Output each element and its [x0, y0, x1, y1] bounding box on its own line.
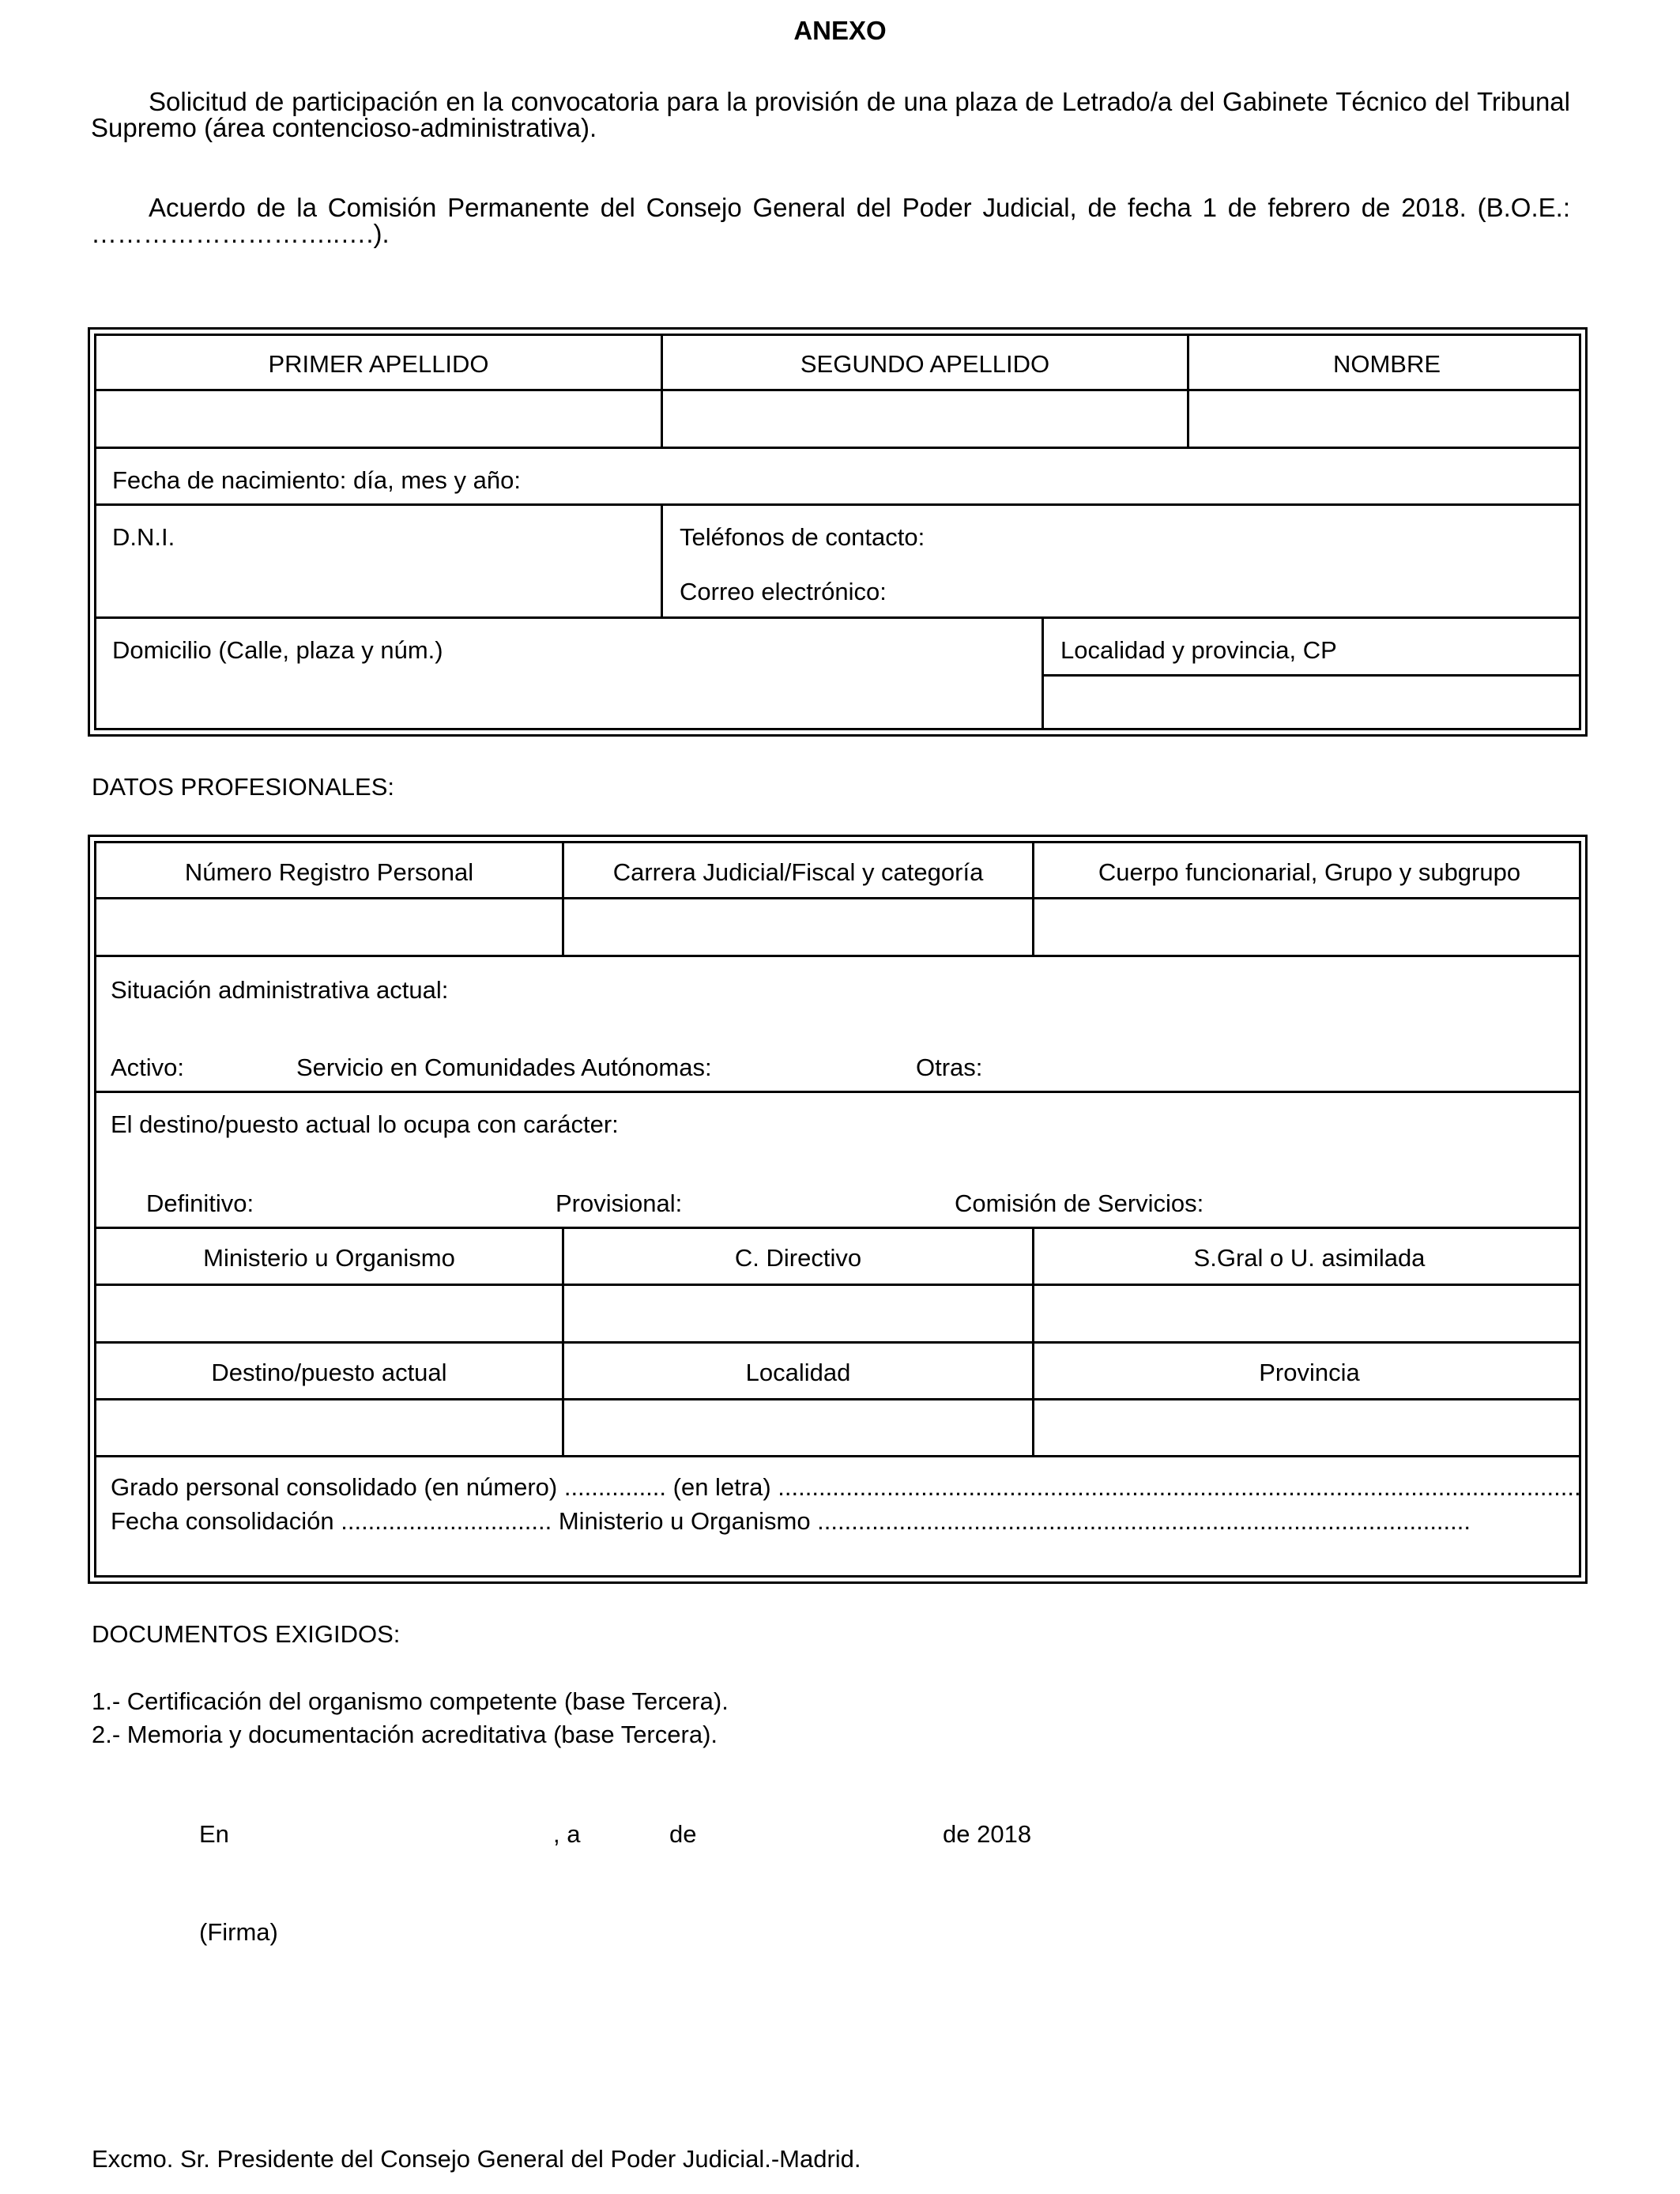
localidad-provincia-label: Localidad y provincia, CP	[1060, 636, 1337, 664]
sgral-field[interactable]	[1034, 1286, 1584, 1341]
fecha-a-label: , a	[553, 1820, 581, 1848]
comision-servicios-option[interactable]: Comisión de Servicios:	[955, 1189, 1204, 1217]
provincia-header: Provincia	[1259, 1359, 1360, 1386]
correo-label: Correo electrónico:	[680, 578, 887, 605]
lugar-label: En	[199, 1820, 229, 1848]
c-directivo-field[interactable]	[564, 1286, 1032, 1341]
page-title: ANEXO	[793, 16, 887, 45]
personal-data-table	[88, 327, 1588, 737]
definitivo-option[interactable]: Definitivo:	[146, 1189, 254, 1217]
localidad-field[interactable]	[564, 1400, 1032, 1456]
domicilio-label: Domicilio (Calle, plaza y núm.)	[112, 636, 443, 664]
telefonos-label: Teléfonos de contacto:	[680, 523, 925, 551]
cuerpo-field[interactable]	[1034, 899, 1584, 955]
grado-consolidado-line[interactable]: Grado personal consolidado (en número) ............... (en letra) ......................................................................................................................	[111, 1473, 1581, 1501]
documentos-heading: DOCUMENTOS EXIGIDOS:	[92, 1620, 401, 1648]
acuerdo-paragraph: Acuerdo de la Comisión Permanente del Consejo General del Poder Judicial, de fecha 1 de febrero de 2018. (B.O.E.: ………………………..….).	[91, 193, 1570, 248]
servicio-ccaa-option[interactable]: Servicio en Comunidades Autónomas:	[296, 1054, 712, 1081]
solicitud-paragraph: Solicitud de participación en la convocatoria para la provisión de una plaza de Letrado/a del Gabinete Técnico del Tribunal Supremo (área contencioso-administrativa).	[91, 87, 1570, 142]
fecha-consolidacion-line[interactable]: Fecha consolidación ............................... Ministerio u Organismo ................................................................................................	[111, 1507, 1471, 1535]
professional-data-table	[88, 835, 1588, 1584]
sgral-header: S.Gral o U. asimilada	[1193, 1244, 1426, 1272]
carrera-header: Carrera Judicial/Fiscal y categoría	[612, 858, 984, 886]
c-directivo-header: C. Directivo	[734, 1244, 862, 1272]
carrera-field[interactable]	[564, 899, 1032, 955]
provisional-option[interactable]: Provisional:	[556, 1189, 683, 1217]
destino-puesto-header: Destino/puesto actual	[211, 1359, 447, 1386]
datos-profesionales-heading: DATOS PROFESIONALES:	[92, 773, 395, 801]
destino-caracter-label: El destino/puesto actual lo ocupa con carácter:	[111, 1110, 619, 1138]
documento-item: 1.- Certificación del organismo competente (base Tercera).	[92, 1687, 729, 1715]
fecha-de-label: de	[669, 1820, 697, 1848]
cuerpo-header: Cuerpo funcionarial, Grupo y subgrupo	[1098, 858, 1521, 886]
localidad-provincia-field[interactable]	[1044, 677, 1579, 728]
dni-label: D.N.I.	[112, 523, 175, 551]
nombre-header: NOMBRE	[1332, 350, 1441, 378]
fecha-nacimiento-label: Fecha de nacimiento: día, mes y año:	[112, 466, 521, 494]
documento-item: 2.- Memoria y documentación acreditativa (base Tercera).	[92, 1721, 718, 1748]
numero-registro-header: Número Registro Personal	[184, 858, 474, 886]
activo-option[interactable]: Activo:	[111, 1054, 185, 1081]
segundo-apellido-header: SEGUNDO APELLIDO	[800, 350, 1050, 378]
otras-option[interactable]: Otras:	[916, 1054, 983, 1081]
segundo-apellido-field[interactable]	[663, 391, 1187, 447]
destino-puesto-field[interactable]	[96, 1400, 562, 1456]
destinatario-footer: Excmo. Sr. Presidente del Consejo General del Poder Judicial.-Madrid.	[92, 2145, 861, 2173]
numero-registro-field[interactable]	[96, 899, 562, 955]
situacion-label: Situación administrativa actual:	[111, 976, 449, 1004]
localidad-header: Localidad	[745, 1359, 851, 1386]
provincia-field[interactable]	[1034, 1400, 1584, 1456]
primer-apellido-field[interactable]	[96, 391, 661, 447]
ministerio-header: Ministerio u Organismo	[203, 1244, 455, 1272]
fecha-anio-label: de 2018	[943, 1820, 1032, 1848]
firma-label: (Firma)	[199, 1918, 278, 1946]
ministerio-field[interactable]	[96, 1286, 562, 1341]
nombre-field[interactable]	[1189, 391, 1584, 447]
primer-apellido-header: PRIMER APELLIDO	[268, 350, 489, 378]
